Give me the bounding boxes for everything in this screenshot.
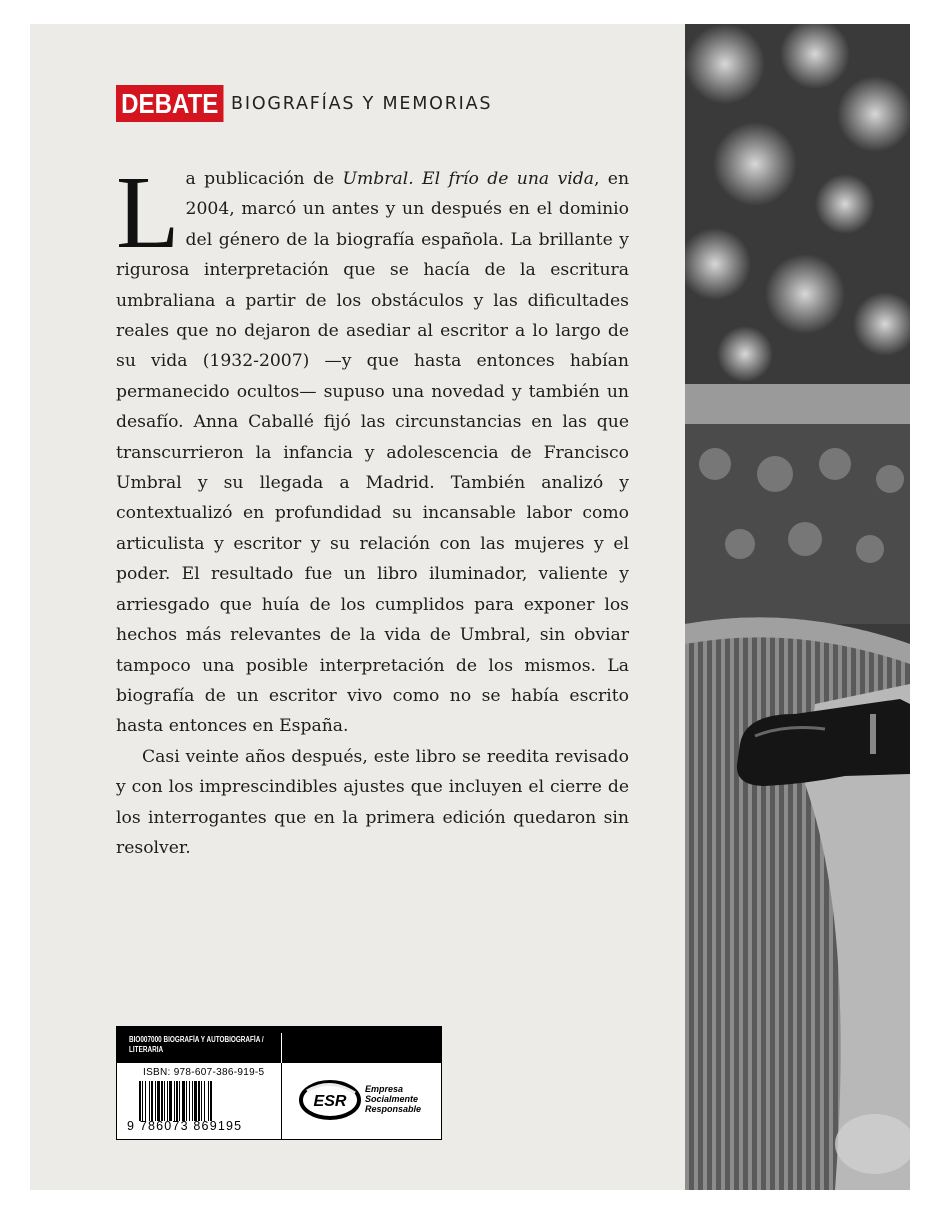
category-line-1: BIO007000 BIOGRAFÍA Y AUTOBIOGRAFÍA /: [129, 1035, 264, 1044]
blurb: [116, 155, 630, 863]
header: [116, 85, 492, 122]
cover-photo: [685, 24, 910, 1190]
esr-logo-icon: [299, 1079, 361, 1121]
barcode-icon: [139, 1081, 269, 1121]
band-divider: [281, 1033, 282, 1063]
paragraph-2: Casi veinte años después, este libro se reedita revisado y con los imprescindibles ajustes que incluyen el cierre de los interrogantes que en la primera edición quedaron sin resolver.: [116, 746, 629, 858]
barcode-number: 9 786073 869195: [127, 1119, 243, 1133]
publisher-logo: DEBATE: [116, 85, 224, 122]
photo-illustration: [685, 24, 910, 1190]
book-title: Umbral. El frío de una vida: [342, 169, 594, 189]
esr-line-2: Socialmente: [365, 1094, 419, 1104]
esr-logo-text: ESR: [313, 1093, 347, 1110]
bisac-category: [129, 1035, 264, 1054]
category-line-2: LITERARIA: [129, 1044, 164, 1054]
esr-line-1: Empresa: [365, 1084, 404, 1094]
p1-intro: a publicación de: [185, 169, 343, 189]
isbn-label: ISBN: 978-607-386-919-5: [143, 1067, 265, 1078]
esr-caption: [365, 1084, 421, 1114]
paragraph-1: [116, 155, 630, 742]
collection-name: BIOGRAFÍAS Y MEMORIAS: [231, 93, 493, 114]
barcode-box: [116, 1026, 442, 1140]
back-cover: [30, 24, 910, 1190]
p1-rest: , en 2004, marcó un antes y un después en el dominio del género de la biografía española. La brillante y rigurosa interpretación que se hacía de la escritura umbraliana a partir de los obstáculos y las dificultades reales que no dejaron de asediar al escritor a lo largo de su vida (1932-2007) —y que hasta entonces habían permanecido ocultos— supuso una novedad y también un desafío. Anna Caballé fijó las circunstancias en las que transcurrieron la infancia y adolescencia de Francisco Umbral y su llegada a Madrid. También analizó y contextualizó en profundidad su incansable labor como articulista y escritor y su relación con las mujeres y el poder. El resultado fue un libro iluminador, valiente y arriesgado que huía de los cumplidos para exponer los hechos más relevantes de la vida de Umbral, sin obviar tampoco una posible interpretación de los mismos. La biografía de un escritor vivo como no se había escrito hasta entonces en España.: [116, 169, 630, 737]
esr-line-3: Responsable: [365, 1104, 422, 1114]
drop-cap: L: [116, 155, 180, 270]
